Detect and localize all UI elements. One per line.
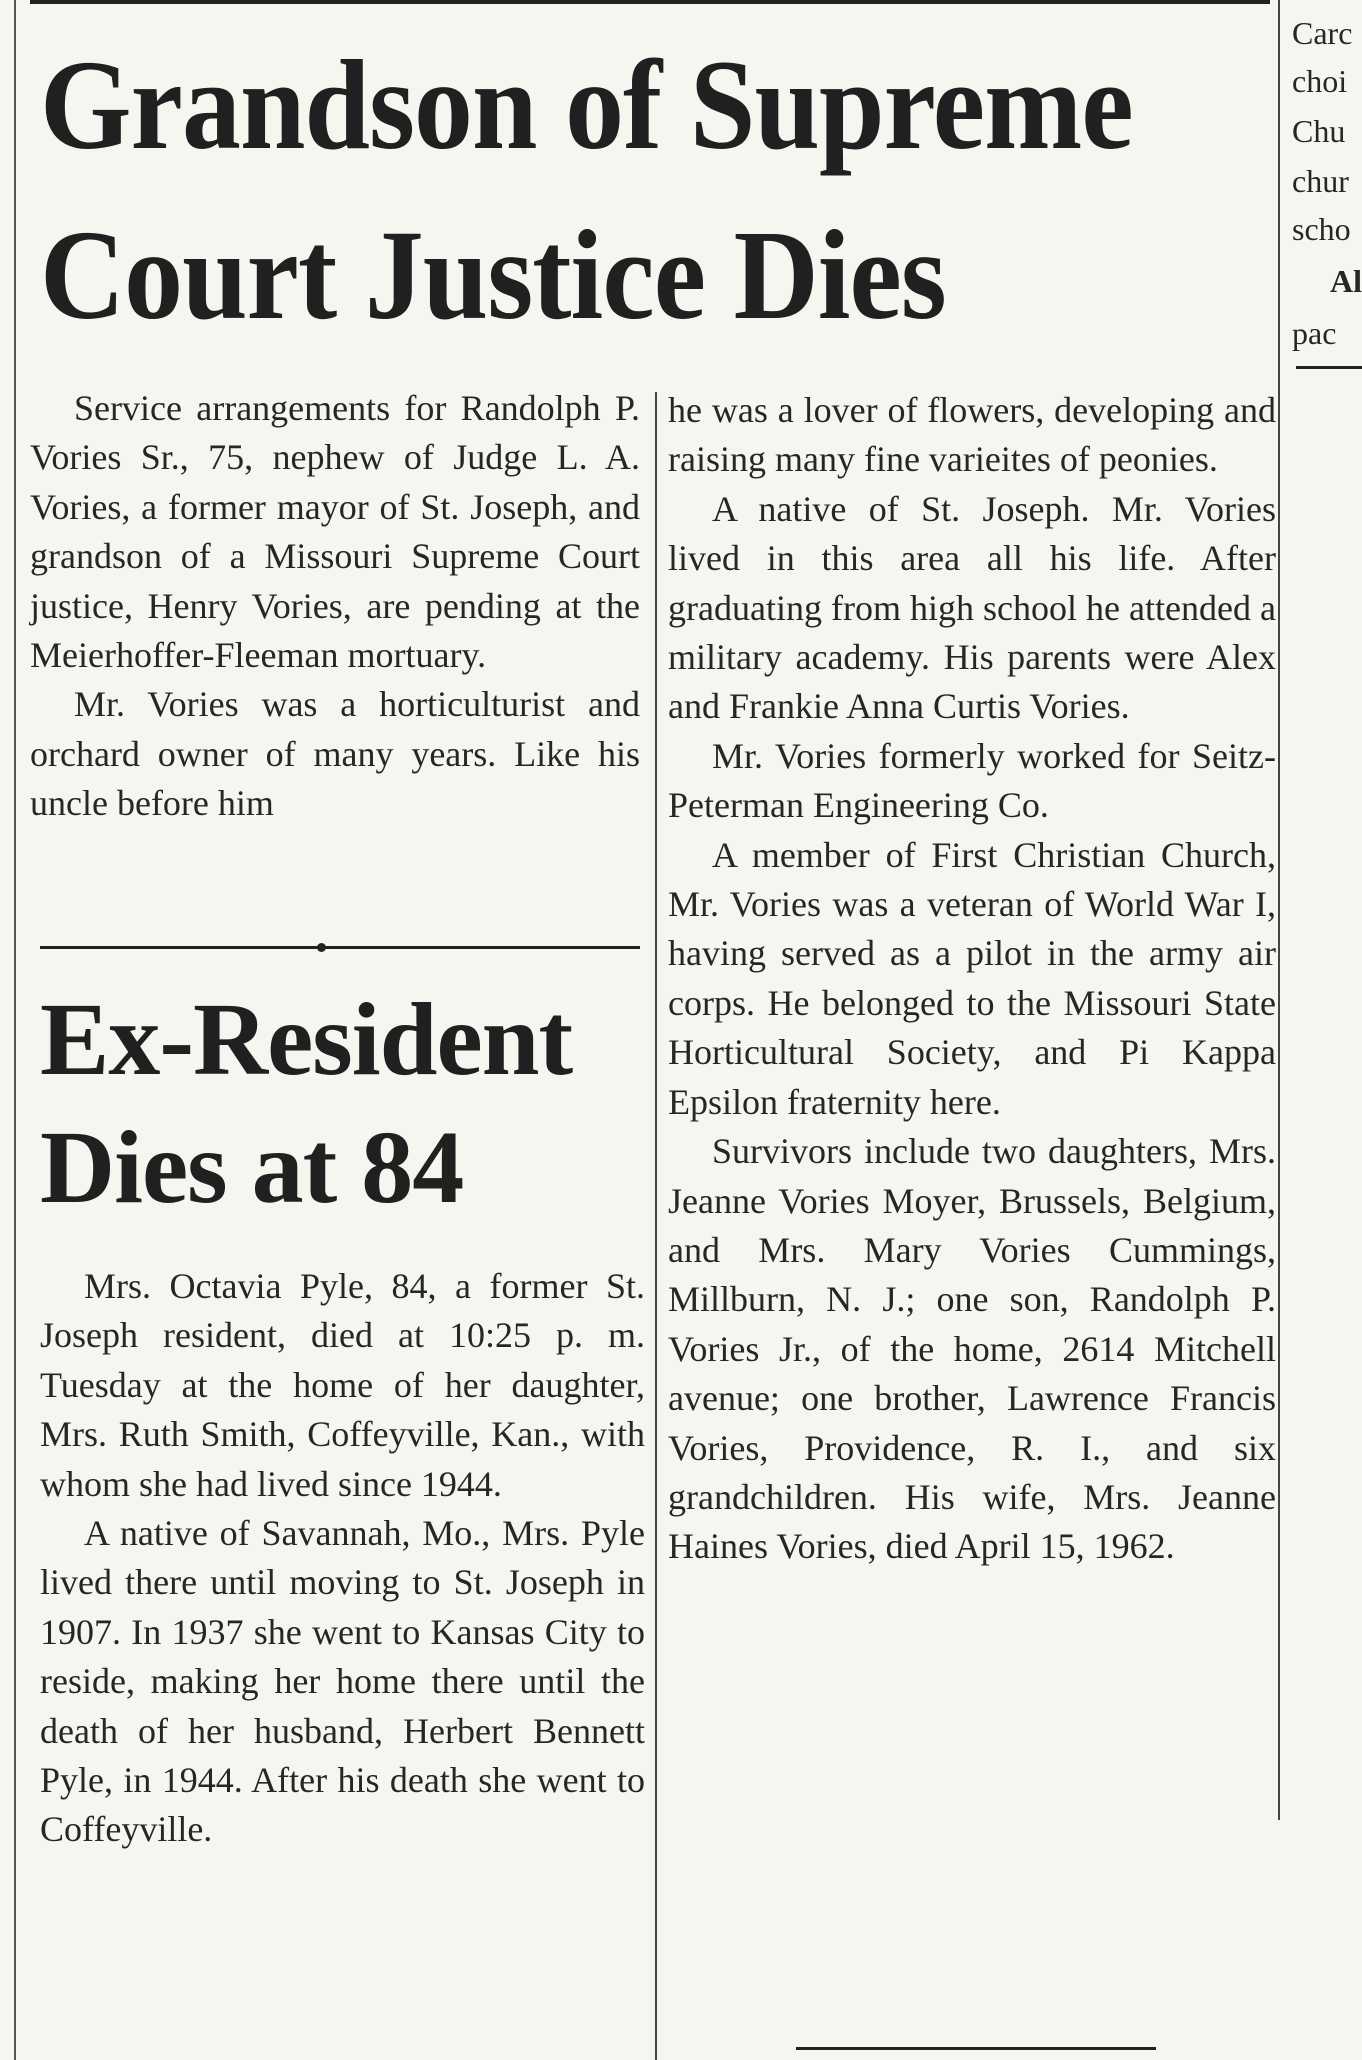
article2-headline-line2: Dies at 84 [40, 1110, 464, 1225]
article1-paragraph: he was a lover of flowers, developing and raising many fine varieites of peonies. [668, 390, 1276, 480]
left-border-rule [14, 0, 16, 2060]
separator-dot [317, 943, 326, 952]
article1-paragraph: Mr. Vories was a horticulturist and orchard owner of many years. Like his uncle before him [30, 684, 640, 824]
article1-paragraph: Survivors include two daughters, Mrs. Jeanne Vories Moyer, Brussels, Belgium, and Mrs. Mary Vories Cummings, Millburn, N. J.; one son, Randolph P. Vories Jr., of the home, 2614 Mitchell avenue; one brother, Lawrence Francis Vories, Providence, R. I., and six grandchildren. His wife, Mrs. Jeanne Haines Vories, died April 15, 1962. [668, 1131, 1276, 1567]
article2-paragraph: Mrs. Octavia Pyle, 84, a former St. Joseph resident, died at 10:25 p. m. Tuesday at the home of her daughter, Mrs. Ruth Smith, Coffeyville, Kan., with whom she had lived since 1944. [40, 1266, 645, 1504]
adjacent-column-fragment: pac [1292, 315, 1337, 351]
adjacent-column-fragment: Al [1330, 263, 1362, 299]
right-column-divider [1278, 0, 1280, 1820]
article1-column1 [30, 384, 640, 829]
adjacent-column-fragment: choi [1292, 63, 1348, 99]
adjacent-column-fragment: scho [1292, 211, 1351, 247]
end-rule [796, 2047, 1156, 2050]
article1-column2 [668, 386, 1276, 1572]
article1-headline-line2: Court Justice Dies [40, 204, 946, 346]
adjacent-column-fragment: chur [1292, 163, 1349, 199]
column-divider [655, 392, 657, 2060]
top-rule [30, 0, 1270, 4]
article-separator-rule [40, 946, 640, 949]
adjacent-column-fragment: Chu [1292, 113, 1346, 149]
article1-paragraph: Mr. Vories formerly worked for Seitz-Peterman Engineering Co. [668, 735, 1276, 826]
article2-paragraph: A native of Savannah, Mo., Mrs. Pyle lived there until moving to St. Joseph in 1907. In 1937 she went to Kansas City to reside, making her home there until the death of her husband, Herbert Bennett Pyle, in 1944. After his death she went to Coffeyville. [40, 1513, 645, 1850]
article2-headline-line1: Ex-Resident [40, 982, 573, 1097]
adjacent-column-rule [1296, 366, 1362, 369]
article2-body-clip [40, 1262, 645, 2060]
adjacent-column-fragment: Carc [1292, 15, 1353, 51]
article1-headline-line1: Grandson of Supreme [40, 34, 1133, 176]
article1-paragraph: A native of St. Joseph. Mr. Vories lived in this area all his life. After graduating from high school he attended a military academy. His parents were Alex and Frankie Anna Curtis Vories. [668, 488, 1276, 727]
article1-paragraph: A member of First Christian Church, Mr. Vories was a veteran of World War I, having served as a pilot in the army air corps. He belonged to the Missouri State Horticultural Society, and Pi Kappa Epsilon fraternity here. [668, 834, 1276, 1122]
article1-paragraph: Service arrangements for Randolph P. Vories Sr., 75, nephew of Judge L. A. Vories, a former mayor of St. Joseph, and grandson of a Missouri Supreme Court justice, Henry Vories, are pending at the Meierhoffer-Fleeman mortuary. [30, 388, 640, 676]
article2-body [40, 1262, 645, 1855]
